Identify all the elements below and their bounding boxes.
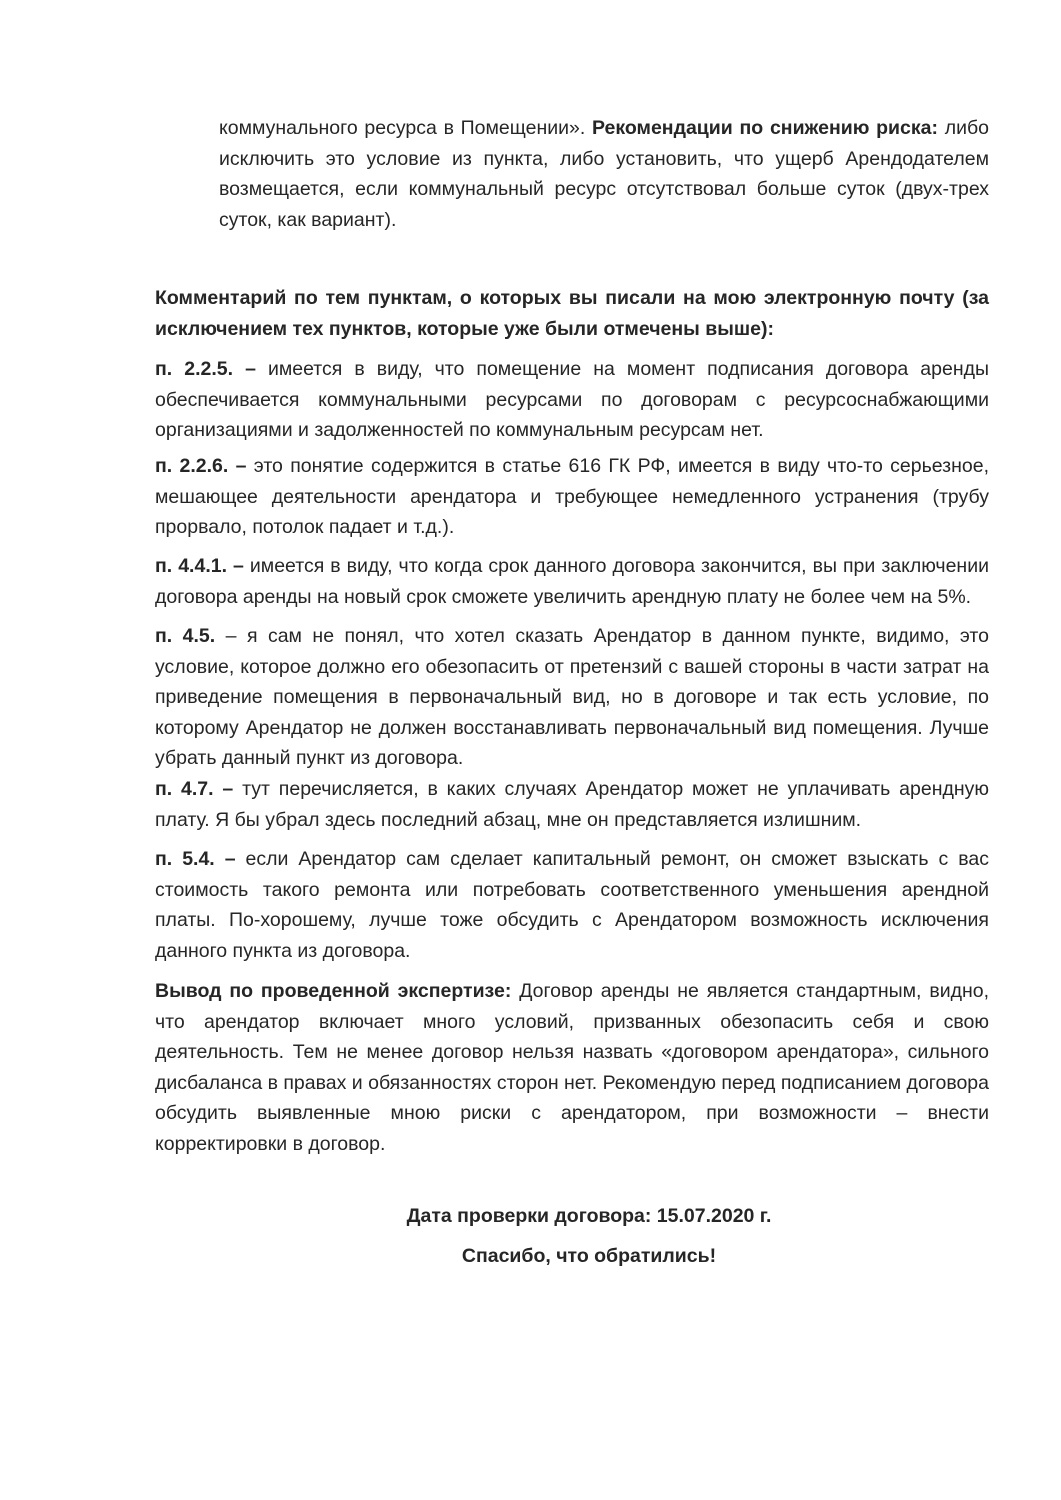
clause-label: п. 4.5. xyxy=(155,625,216,647)
clause-text: если Арендатор сам сделает капитальный ремонт, он сможет взыскать с вас стоимость такого ремонта или потребовать соответственного уменьшения арендной платы. По-хорошему, лучше тоже обсудить с Арендатором возможность исключения данного пункта из договора. xyxy=(155,848,989,962)
clause-comment-4-4-1 xyxy=(155,551,989,612)
paragraph-text-after: либо исключить это условие из пункта, либо установить, что ущерб Арендодателем возмещается, если коммунальный ресурс отсутствовал больше суток (двух-трех суток, как вариант). xyxy=(219,117,990,231)
clause-label: п. 2.2.6. – xyxy=(155,455,247,477)
clause-comment-2-2-6 xyxy=(155,451,989,543)
clause-comment-4-5 xyxy=(155,621,989,774)
paragraph-text-before: коммунального ресурса в Помещении». xyxy=(219,117,593,139)
clause-text: – я сам не понял, что хотел сказать Арендатор в данном пункте, видимо, это условие, которое должно его обезопасить от претензий с вашей стороны в части затрат на приведение помещения в первоначальный вид, но в договоре и так есть условие, по которому Арендатор не должен восстанавливать первоначальный вид помещения. Лучше убрать данный пункт из договора. xyxy=(155,625,989,769)
review-date: Дата проверки договора: 15.07.2020 г. xyxy=(406,1205,772,1227)
expertise-conclusion xyxy=(155,976,989,1159)
clause-text: имеется в виду, что помещение на момент подписания договора аренды обеспечивается коммунальными ресурсами по договорам с ресурсоснабжающими организациями и задолженностей по коммунальным ресурсам нет. xyxy=(155,358,990,441)
conclusion-label: Вывод по проведенной экспертизе: xyxy=(155,980,512,1002)
clause-comment-4-7 xyxy=(155,774,989,835)
conclusion-text: Договор аренды не является стандартным, видно, что арендатор включает много условий, призванных обезопасить себя и свою деятельность. Тем не менее договор нельзя назвать «договором арендатора», сильного дисбаланса в правах и обязанностях сторон нет. Рекомендую перед подписанием договора обсудить выявленные мною риски с арендатором, при возможности – внести корректировки в договор. xyxy=(155,980,989,1155)
clause-label: п. 4.7. – xyxy=(155,778,234,800)
clause-text: это понятие содержится в статье 616 ГК РФ, имеется в виду что-то серьезное, мешающее деятельности арендатора и требующее немедленного устранения (трубу прорвало, потолок падает и т.д.). xyxy=(155,455,989,538)
risk-recommendation-paragraph xyxy=(219,113,989,235)
comments-heading: Комментарий по тем пунктам, о которых вы писали на мою электронную почту (за исключением тех пунктов, которые уже были отмечены выше): xyxy=(155,287,989,340)
thank-you-note: Спасибо, что обратились! xyxy=(461,1245,717,1267)
clause-label: п. 2.2.5. – xyxy=(155,358,256,380)
clause-label: п. 4.4.1. – xyxy=(155,555,244,577)
clause-text: имеется в виду, что когда срок данного договора закончится, вы при заключении договора аренды на новый срок сможете увеличить арендную плату не более чем на 5%. xyxy=(155,555,989,608)
clause-comment-2-2-5 xyxy=(155,354,989,446)
clause-text: тут перечисляется, в каких случаях Арендатор может не уплачивать арендную плату. Я бы убрал здесь последний абзац, мне он представляется излишним. xyxy=(155,778,989,831)
clause-comment-5-4 xyxy=(155,844,989,966)
recommendation-label: Рекомендации по снижению риска: xyxy=(592,117,938,139)
clause-label: п. 5.4. – xyxy=(155,848,236,870)
